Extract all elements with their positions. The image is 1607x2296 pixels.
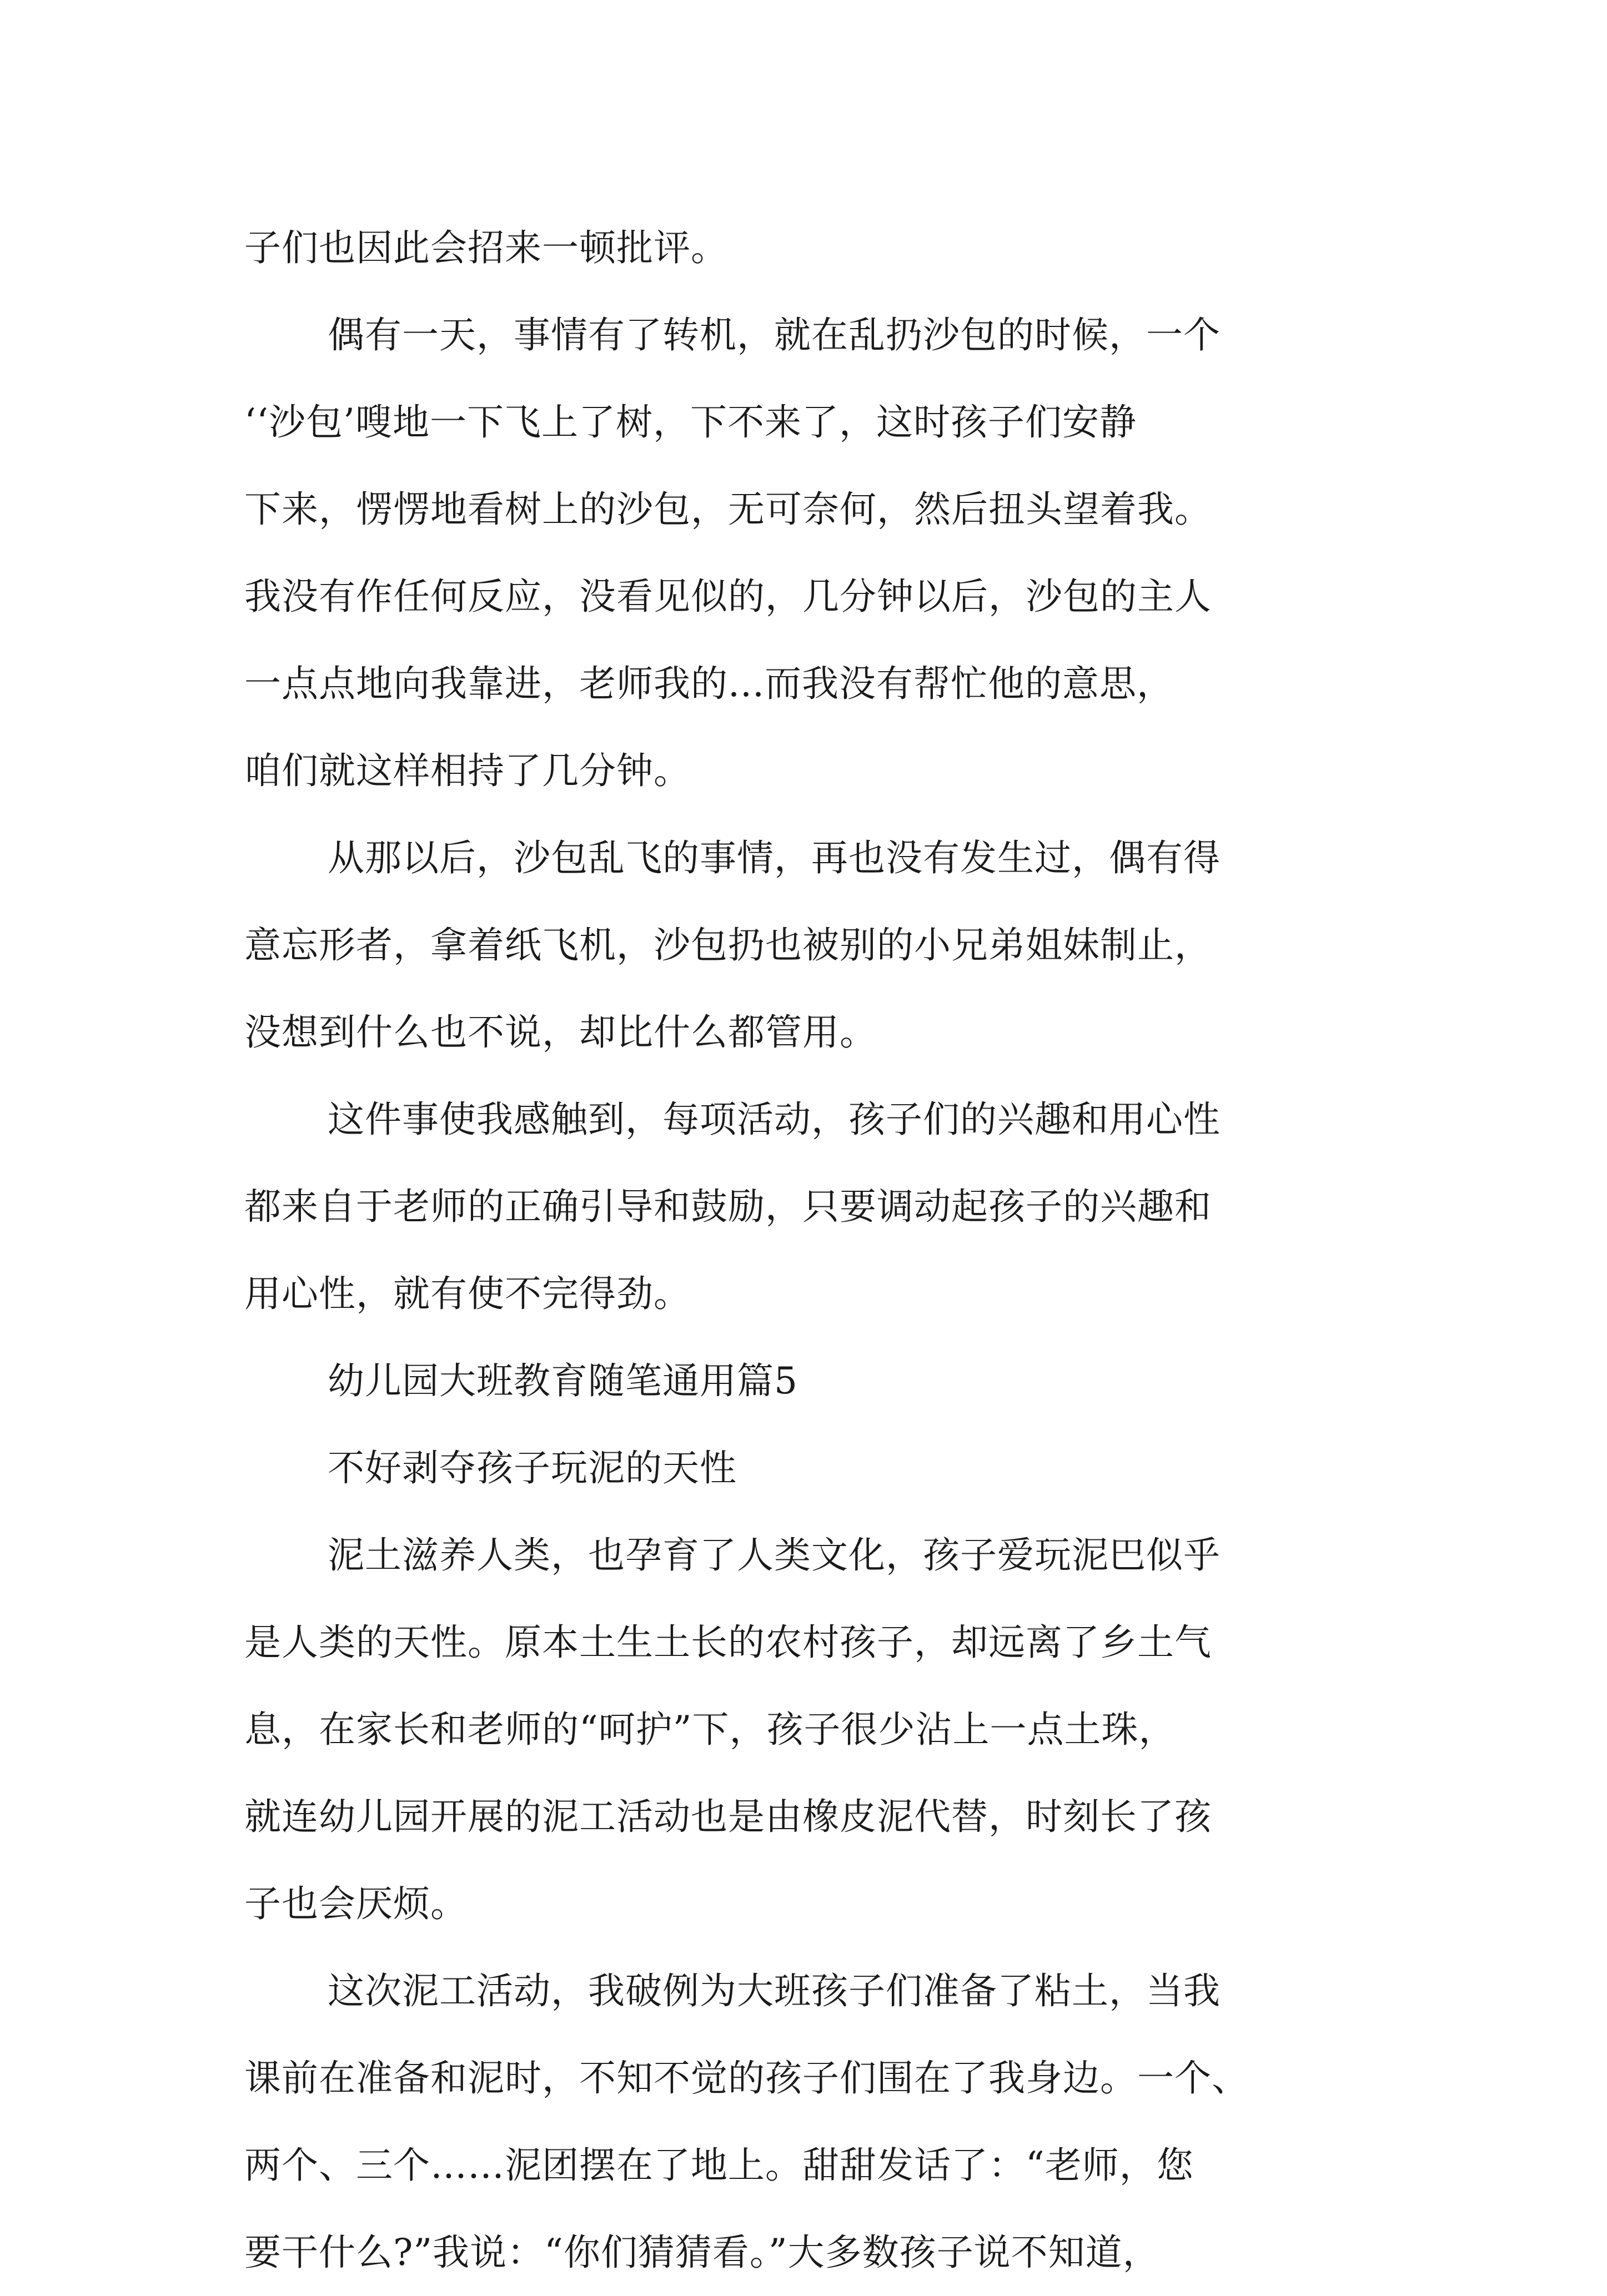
text-line: 子也会厌烦。 [244,1882,468,1925]
text-line: 用心性，就有使不完得劲。 [244,1272,691,1315]
paragraph-start-line: 这次泥工活动，我破例为大班孩子们准备了粘土，当我 [328,1970,1221,2012]
text-line: 咱们就这样相持了几分钟。 [244,749,691,792]
paragraph-start-line: 这件事使我感触到，每项活动，孩子们的兴趣和用心性 [328,1098,1221,1141]
text-line: 要干什么?”我说：“你们猜猜看。”大多数孩子说不知道， [244,2231,1160,2274]
document-body [244,204,1377,2296]
text-line: 是人类的天性。原本土生土长的农村孩子，却远离了乡土气 [244,1621,1212,1664]
text-line: 子们也因此会招来一顿批评。 [244,226,728,269]
paragraph-start-line: 泥土滋养人类，也孕育了人类文化，孩子爱玩泥巴似乎 [328,1534,1221,1577]
text-line: 意忘形者，拿着纸飞机，沙包扔也被别的小兄弟姐妹制止， [244,924,1212,966]
text-line: ‘‘沙包’嗖地一下飞上了树，下不来了，这时孩子们安静 [244,401,1137,444]
text-line: 我没有作任何反应，没看见似的，几分钟以后，沙包的主人 [244,575,1212,618]
text-line: 都来自于老师的正确引导和鼓励，只要调动起孩子的兴趣和 [244,1185,1212,1228]
section-heading: 幼儿园大班教育随笔通用篇5 [328,1360,798,1402]
article-title: 不好剥夺孩子玩泥的天性 [328,1447,737,1489]
paragraph-start-line: 从那以后，沙包乱飞的事情，再也没有发生过，偶有得 [328,837,1221,879]
text-line: 没想到什么也不说，却比什么都管用。 [244,1011,877,1054]
text-line: 两个、三个……泥团摆在了地上。甜甜发话了：“老师，您 [244,2144,1194,2187]
text-line: 下来，愣愣地看树上的沙包，无可奈何，然后扭头望着我。 [244,488,1212,531]
paragraph-start-line: 偶有一天，事情有了转机，就在乱扔沙包的时候，一个 [328,314,1221,356]
text-line: 息，在家长和老师的“呵护”下，孩子很少沾上一点土珠， [244,1708,1176,1751]
text-line: 就连幼儿园开展的泥工活动也是由橡皮泥代替，时刻长了孩 [244,1795,1212,1838]
text-line: 课前在准备和泥时，不知不觉的孩子们围在了我身边。一个、 [244,2057,1249,2099]
text-line: 一点点地向我靠进，老师我的...而我没有帮忙他的意思， [244,662,1174,705]
